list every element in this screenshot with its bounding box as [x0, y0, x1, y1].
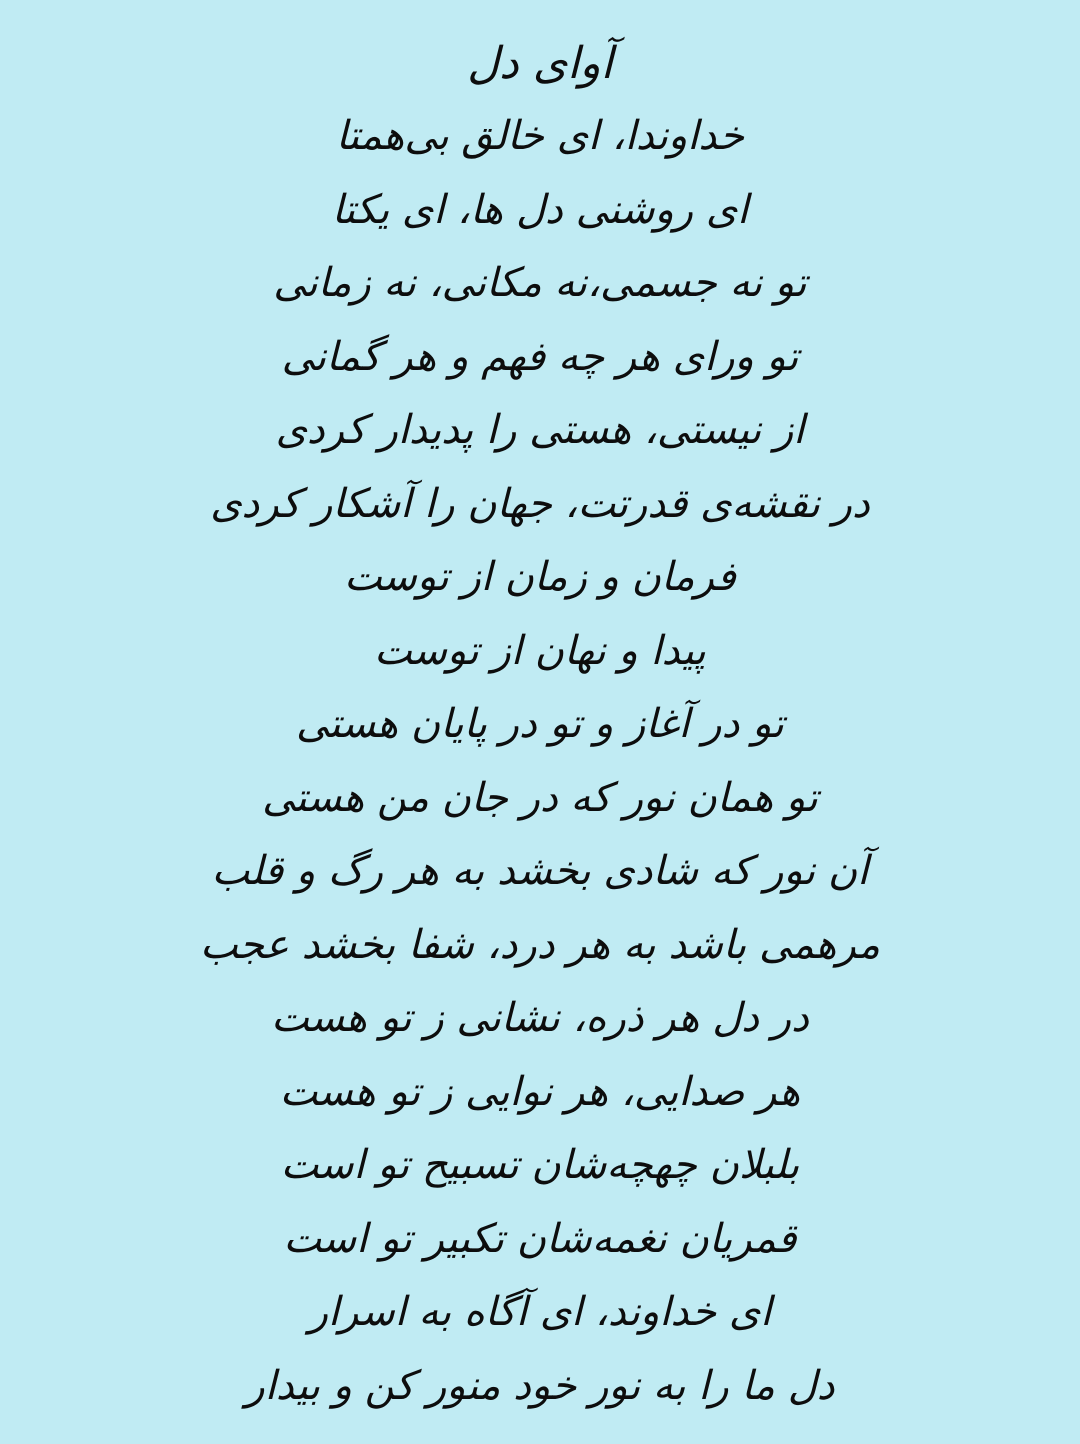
poem-line: تو نه جسمی،نه مکانی، نه زمانی: [273, 260, 807, 306]
poem-line: تو همان نور که در جان من هستی: [262, 774, 818, 821]
poem-line: در دل هر ذره، نشانی ز تو هست: [271, 995, 809, 1041]
poem-line: فرمان و زمان از توست: [344, 554, 736, 600]
poem-line: تو در آغاز و تو در پایان هستی: [296, 701, 784, 747]
poem-line: تو ورای هر چه فهم و هر گمانی: [281, 333, 799, 380]
poem-line: ای خداوند، ای آگاه به اسرار: [308, 1289, 772, 1335]
poem-line: خداوندا، ای خالق بی‌همتا: [335, 113, 745, 159]
poem-line: ای روشنی دل ها، ای یکتا: [331, 186, 749, 233]
poem-line: بلبلان چهچه‌شان تسبیح تو است: [280, 1142, 800, 1188]
poem-line: مرهمی باشد به هر درد، شفا بخشد عجب: [199, 921, 881, 968]
poem-line: از نیستی، هستی را پدیدار کردی: [275, 407, 805, 453]
poem-line: آن نور که شادی بخشد به هر رگ و قلب: [211, 848, 869, 894]
poem-line: قمریان نغمه‌شان تکبیر تو است: [283, 1215, 797, 1262]
poem-line: هر صدایی، هر نوایی ز تو هست: [279, 1068, 801, 1115]
poem-title: آوای دل: [467, 38, 613, 89]
poem-line: دل ما را به نور خود منور کن و بیدار: [245, 1362, 835, 1409]
poem-line: پیدا و نهان از توست: [374, 627, 706, 674]
poem-line: در نقشه‌ی قدرتت، جهان را آشکار کردی: [210, 480, 870, 527]
